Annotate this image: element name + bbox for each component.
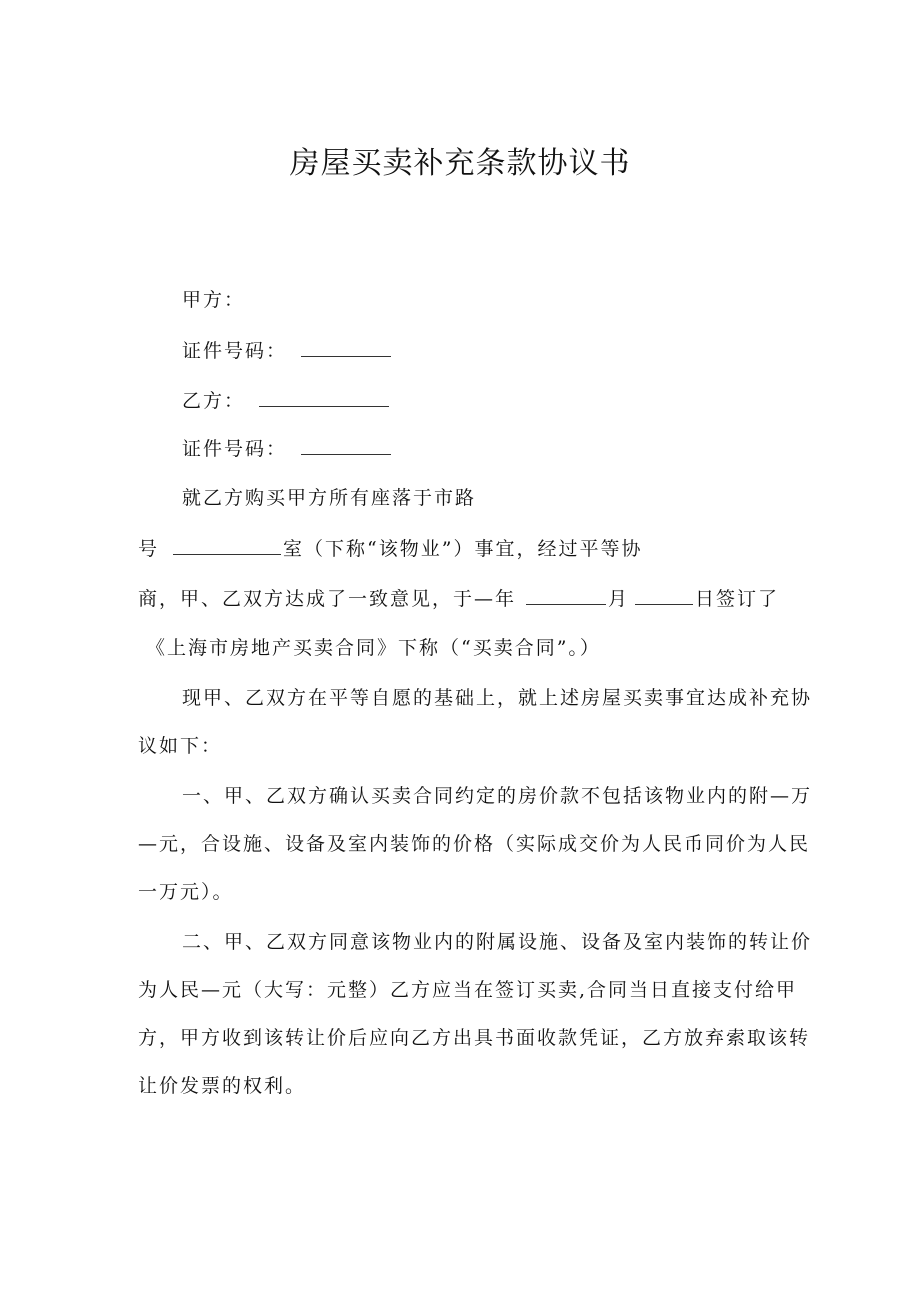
intro-line-2 xyxy=(138,536,642,561)
intro-text: 号 xyxy=(138,538,160,560)
intro-line-4: 《上海市房地产买卖合同》下称（“买卖合同”。） xyxy=(146,637,601,659)
clause-2-line: 为人民—元（大写：元整）乙方应当在签订买卖,合同当日直接支付给甲 xyxy=(138,979,798,1001)
party-a-id-row xyxy=(182,338,393,363)
clause-1-line: 一、甲、乙双方确认买卖合同约定的房价款不包括该物业内的附—万 xyxy=(182,785,813,807)
intro-text: 日签订了 xyxy=(695,588,780,610)
clause-1-line: —元，合设施、设备及室内装饰的价格（实际成交价为人民币同价为人民 xyxy=(138,833,811,855)
intro-text: 月 xyxy=(608,588,630,610)
party-a-label: 甲方： xyxy=(182,289,246,311)
party-b-row xyxy=(182,388,391,413)
day-blank xyxy=(635,586,693,605)
intro-text: 室（下称“该物业”）事宜，经过平等协 xyxy=(283,538,643,560)
id-label: 证件号码： xyxy=(182,340,288,362)
party-b-id-blank xyxy=(301,436,391,455)
paragraph-line: 现甲、乙双方在平等自愿的基础上，就上述房屋买卖事宜达成补充协 xyxy=(182,687,813,709)
intro-line-3 xyxy=(138,586,779,611)
clause-2-line: 方，甲方收到该转让价后应向乙方出具书面收款凭证，乙方放弃索取该转 xyxy=(138,1027,811,1049)
room-number-blank xyxy=(173,536,281,555)
party-b-id-row xyxy=(182,436,393,461)
intro-text: 商，甲、乙双方达成了一致意见，于—年 xyxy=(138,588,517,610)
paragraph-line: 议如下： xyxy=(138,735,223,757)
party-a-id-blank xyxy=(301,338,391,357)
clause-2-line: 让价发票的权利。 xyxy=(138,1075,307,1097)
clause-2-line: 二、甲、乙双方同意该物业内的附属设施、设备及室内装饰的转让价 xyxy=(182,931,813,953)
party-b-blank xyxy=(259,388,389,407)
id-label: 证件号码： xyxy=(182,438,288,460)
intro-line-1: 就乙方购买甲方所有座落于市路 xyxy=(182,487,477,509)
document-title: 房屋买卖补充条款协议书 xyxy=(289,146,631,181)
month-blank xyxy=(526,586,606,605)
party-b-label: 乙方： xyxy=(182,390,246,412)
clause-1-line: 一万元）。 xyxy=(138,881,234,903)
